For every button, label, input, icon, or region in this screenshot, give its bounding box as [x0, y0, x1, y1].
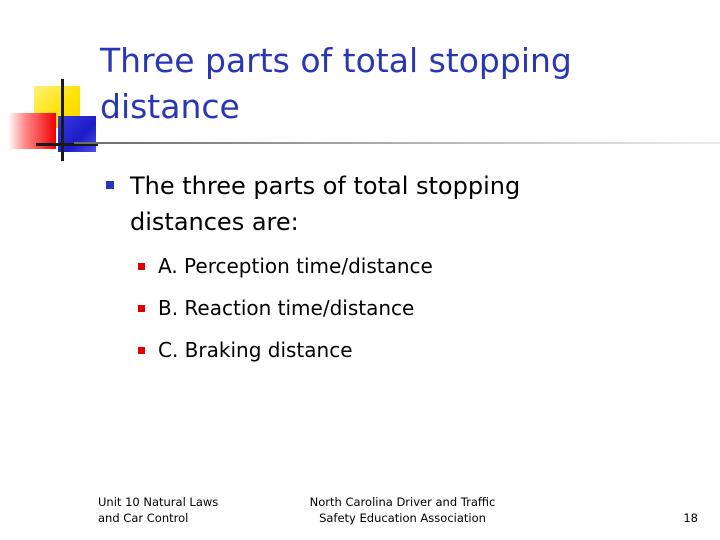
footer-center-line-1: North Carolina Driver and Traffic [309, 495, 496, 509]
page-number: 18 [683, 511, 698, 525]
footer-center [290, 494, 515, 526]
square-bullet-icon [138, 347, 145, 354]
footer-center-line-2: Safety Education Association [319, 511, 486, 525]
title-line-1: Three parts of total stopping [100, 41, 572, 80]
title-line-2: distance [100, 87, 240, 126]
list-item [138, 290, 618, 332]
sub-bullet-text: C. Braking distance [158, 338, 353, 362]
main-bullet-line-1: The three parts of total stopping [130, 172, 521, 200]
footer-left [98, 494, 258, 526]
main-bullet-text [130, 168, 630, 240]
square-bullet-icon [138, 263, 145, 270]
square-bullet-icon [106, 181, 114, 189]
footer-left-line-1: Unit 10 Natural Laws [98, 495, 219, 509]
list-item [138, 248, 618, 290]
square-bullet-icon [138, 305, 145, 312]
sub-bullet-text: A. Perception time/distance [158, 254, 433, 278]
sub-bullet-text: B. Reaction time/distance [158, 296, 415, 320]
list-item [138, 332, 618, 374]
slide-title [100, 38, 660, 130]
main-bullet-line-2: distances are: [130, 208, 299, 236]
sub-bullet-list [138, 248, 618, 374]
vertical-line [61, 79, 64, 161]
footer-left-line-2: and Car Control [98, 511, 189, 525]
decorative-logo [0, 0, 110, 170]
title-divider [74, 142, 720, 144]
